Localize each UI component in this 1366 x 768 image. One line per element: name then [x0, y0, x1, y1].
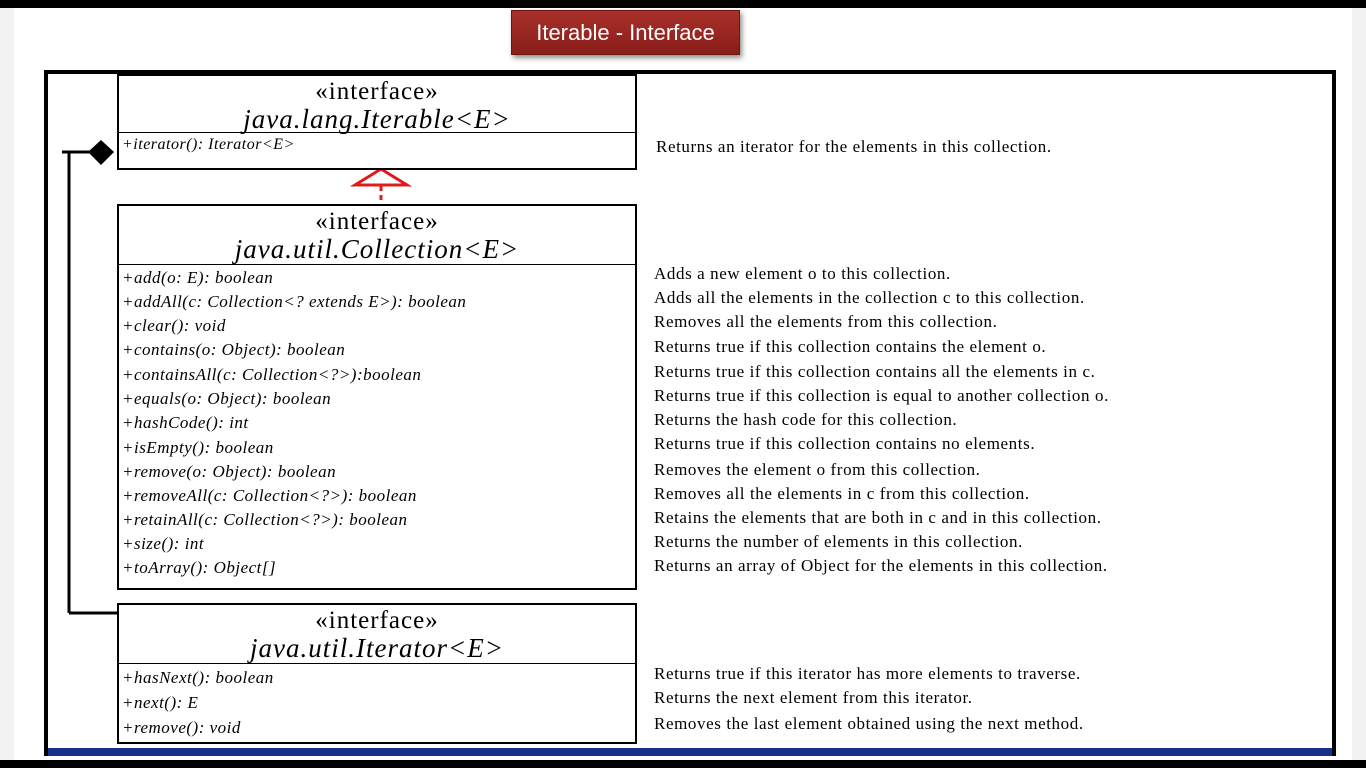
operation-hashcode: +hashCode(): int [122, 413, 249, 432]
description-add: Adds a new element o to this collection. [654, 264, 951, 283]
operation-size: +size(): int [122, 534, 205, 553]
iterable-operations [119, 133, 635, 154]
iterable-class-name: java.lang.Iterable<E> [243, 104, 511, 134]
realization-arrowhead-icon [355, 169, 407, 185]
description-hashcode: Returns the hash code for this collection. [654, 410, 958, 429]
operation-clear: +clear(): void [122, 316, 226, 335]
slide-title: Iterable - Interface [511, 10, 740, 55]
description-hasnext: Returns true if this iterator has more elements to traverse. [654, 664, 1081, 683]
operation-iterator: +iterator(): Iterator<E> [122, 136, 295, 153]
description-addall: Adds all the elements in the collection c to this collection. [654, 288, 1085, 307]
operation-containsall: +containsAll(c: Collection<?>):boolean [122, 365, 422, 384]
operation-contains: +contains(o: Object): boolean [122, 340, 346, 359]
description-retainall: Retains the elements that are both in c and in this collection. [654, 508, 1102, 527]
description-iterator-remove: Removes the last element obtained using the next method. [654, 714, 1084, 733]
description-clear: Removes all the elements from this collection. [654, 312, 998, 331]
iterable-stereotype: «interface» [315, 78, 439, 105]
description-removeall: Removes all the elements in c from this collection. [654, 484, 1030, 503]
operation-add: +add(o: E): boolean [122, 268, 274, 287]
iterator-header [119, 605, 635, 664]
collection-class-name: java.util.Collection<E> [234, 234, 520, 264]
collection-operations [119, 265, 635, 580]
operation-isempty: +isEmpty(): boolean [122, 438, 274, 457]
operation-next: +next(): E [122, 693, 199, 712]
operation-toarray: +toArray(): Object[] [122, 558, 277, 577]
description-iterator: Returns an iterator for the elements in this collection. [656, 137, 1052, 156]
description-toarray: Returns an array of Object for the elements in this collection. [654, 556, 1108, 575]
iterator-class-name: java.util.Iterator<E> [250, 633, 504, 663]
operation-addall: +addAll(c: Collection<? extends E>): boolean [122, 292, 467, 311]
iterator-operations [119, 664, 635, 740]
iterable-header [119, 76, 635, 133]
operation-iterator-remove: +remove(): void [122, 718, 241, 737]
description-next: Returns the next element from this iterator. [654, 688, 973, 707]
collection-stereotype: «interface» [315, 208, 439, 235]
iterator-stereotype: «interface» [315, 607, 439, 634]
collection-header [119, 206, 635, 265]
description-size: Returns the number of elements in this collection. [654, 532, 1023, 551]
description-equals: Returns true if this collection is equal to another collection o. [654, 386, 1109, 405]
operation-removeall: +removeAll(c: Collection<?>): boolean [122, 486, 417, 505]
operation-hasnext: +hasNext(): boolean [122, 668, 274, 687]
description-isempty: Returns true if this collection contains no elements. [654, 434, 1036, 453]
description-containsall: Returns true if this collection contains all the elements in c. [654, 362, 1096, 381]
collection-class-box [117, 204, 637, 590]
operation-retainall: +retainAll(c: Collection<?>): boolean [122, 510, 408, 529]
operation-equals: +equals(o: Object): boolean [122, 389, 332, 408]
operation-remove: +remove(o: Object): boolean [122, 462, 337, 481]
composition-diamond-icon [88, 140, 114, 165]
iterator-class-box [117, 603, 637, 744]
description-contains: Returns true if this collection contains the element o. [654, 337, 1047, 356]
iterable-class-box [117, 74, 637, 170]
description-remove: Removes the element o from this collection. [654, 460, 981, 479]
